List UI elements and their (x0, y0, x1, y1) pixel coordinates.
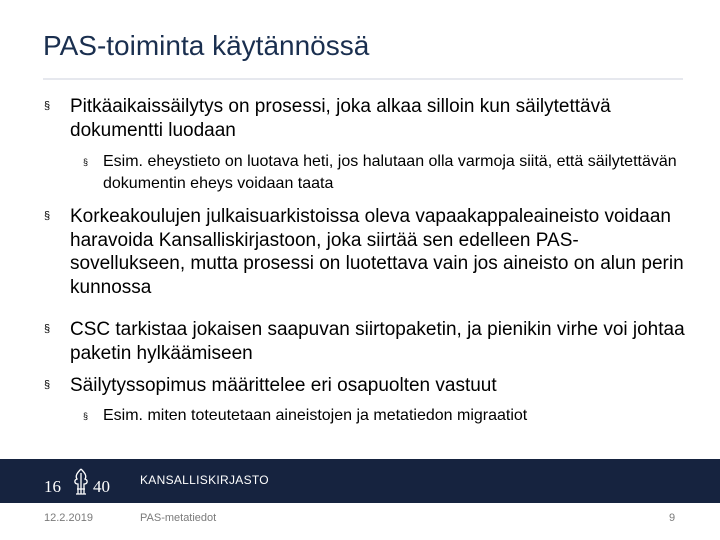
organization-name: KANSALLISKIRJASTO (140, 473, 269, 487)
bullet-item (44, 95, 690, 142)
crest-icon (71, 467, 91, 497)
bullet-item (44, 205, 690, 299)
bullet-marker: § (44, 210, 51, 222)
logo-year-right: 40 (93, 477, 110, 496)
footer-subject: PAS-metatiedot (140, 512, 217, 524)
bullet-marker: § (44, 100, 51, 112)
bullet-item (44, 374, 690, 398)
bullet-text: Esim. eheystieto on luotava heti, jos halutaan olla varmoja siitä, että säilytettävän dokumentin eheys voidaan taata (103, 153, 677, 192)
bullet-text: Pitkäaikaissäilytys on prosessi, joka alkaa silloin kun säilytettävä dokumentti luodaan (70, 96, 611, 141)
library-logo (44, 467, 118, 497)
footer-date: 12.2.2019 (44, 512, 93, 524)
slide-title: PAS-toiminta käytännössä (43, 30, 370, 61)
sub-bullet-item (83, 151, 683, 195)
bullet-marker: § (83, 157, 89, 167)
bullet-marker: § (44, 323, 51, 335)
page-number: 9 (669, 512, 676, 524)
bullet-marker: § (44, 379, 51, 391)
bullet-text: Säilytyssopimus määrittelee eri osapuolten vastuut (70, 375, 497, 396)
bullet-text: Esim. miten toteutetaan aineistojen ja metatiedon migraatiot (103, 407, 528, 424)
title-divider (43, 78, 683, 80)
bullet-item (44, 318, 690, 365)
sub-bullet-item (83, 405, 683, 427)
bullet-text: Korkeakoulujen julkaisuarkistoissa oleva vapaakappaleaineisto voidaan haravoida Kansalliskirjastoon, joka siirtää sen edelleen PAS-sovellukseen, mutta prosessi on luotettava vain jos aineisto on alun perin kunnossa (70, 206, 684, 298)
logo-year-left: 16 (44, 477, 61, 496)
bullet-marker: § (83, 411, 89, 421)
footer-band (0, 459, 720, 503)
bullet-text: CSC tarkistaa jokaisen saapuvan siirtopaketin, ja pienikin virhe voi johtaa paketin hylkäämiseen (70, 319, 685, 364)
